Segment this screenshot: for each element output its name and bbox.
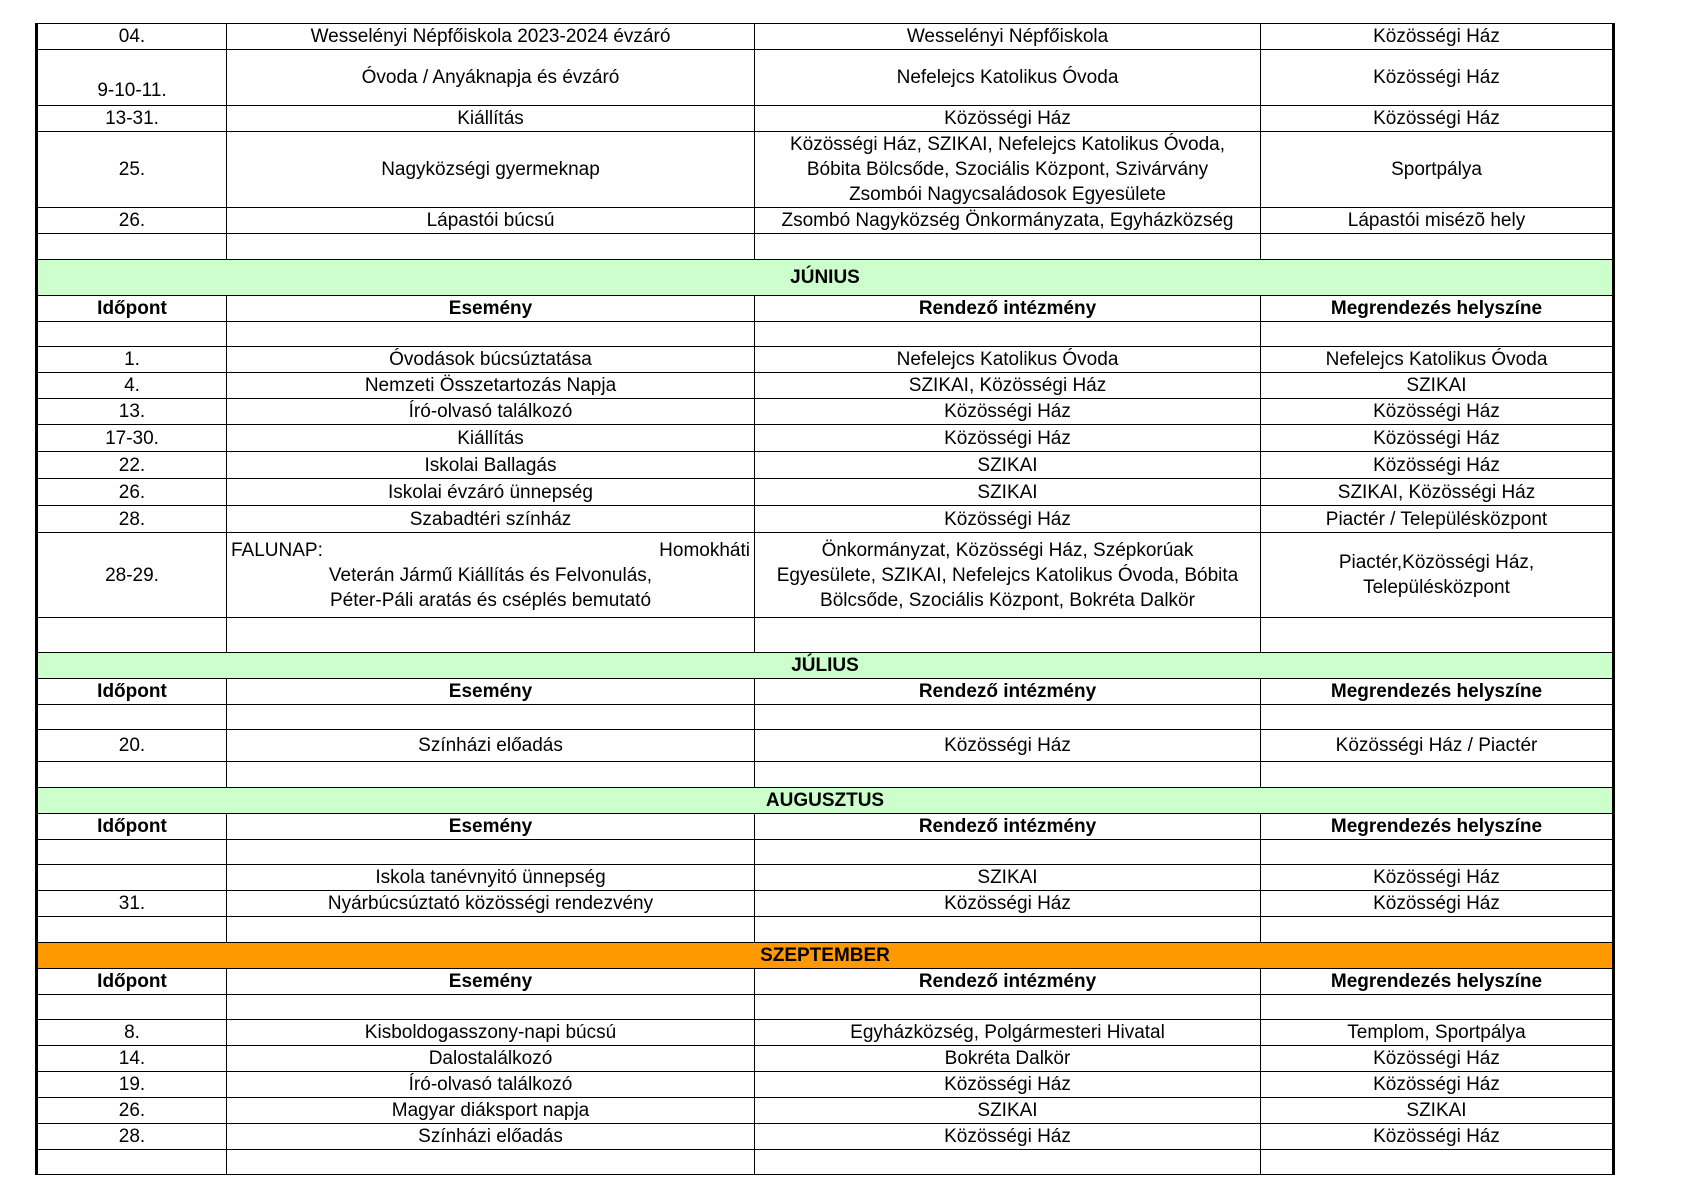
col-header-date: Időpont bbox=[37, 679, 227, 705]
table-row bbox=[37, 106, 1614, 132]
organizer-cell: Közösségi Ház bbox=[755, 730, 1261, 762]
event-cell: Dalostalálkozó bbox=[227, 1046, 755, 1072]
month-header-july bbox=[37, 653, 1614, 679]
column-header-row bbox=[37, 679, 1614, 705]
table-row bbox=[37, 1020, 1614, 1046]
event-cell: Wesselényi Népfőiskola 2023-2024 évzáró bbox=[227, 24, 755, 50]
organizer-cell: Közösségi Ház bbox=[755, 506, 1261, 533]
month-title: AUGUSZTUS bbox=[37, 788, 1614, 814]
event-cell: Szabadtéri színház bbox=[227, 506, 755, 533]
event-cell: Író-olvasó találkozó bbox=[227, 399, 755, 425]
event-cell: Magyar diáksport napja bbox=[227, 1098, 755, 1124]
organizer-cell: SZIKAI bbox=[755, 452, 1261, 479]
col-header-organizer: Rendező intézmény bbox=[755, 969, 1261, 995]
venue-cell: Közösségi Ház / Piactér bbox=[1261, 730, 1614, 762]
event-cell: Lápastói búcsú bbox=[227, 208, 755, 234]
organizer-cell: Közösségi Ház bbox=[755, 891, 1261, 917]
venue-cell: Sportpálya bbox=[1261, 132, 1614, 208]
table-row bbox=[37, 452, 1614, 479]
organizer-cell: Zsombó Nagyközség Önkormányzata, Egyházközség bbox=[755, 208, 1261, 234]
column-header-row bbox=[37, 814, 1614, 840]
month-title: JÚLIUS bbox=[37, 653, 1614, 679]
falunap-label: FALUNAP: bbox=[231, 539, 323, 561]
table-row bbox=[37, 1072, 1614, 1098]
date-cell: 26. bbox=[37, 208, 227, 234]
organizer-line: Egyesülete, SZIKAI, Nefelejcs Katolikus Óvoda, Bóbita bbox=[776, 564, 1239, 586]
table-row bbox=[37, 1124, 1614, 1150]
col-header-date: Időpont bbox=[37, 814, 227, 840]
organizer-line: Közösségi Ház, SZIKAI, Nefelejcs Katolikus Óvoda, bbox=[789, 134, 1226, 155]
empty-row bbox=[37, 322, 1614, 347]
date-cell: 31. bbox=[37, 891, 227, 917]
organizer-cell: Wesselényi Népfőiskola bbox=[755, 24, 1261, 50]
venue-cell: Közösségi Ház bbox=[1261, 1046, 1614, 1072]
table-row bbox=[37, 1046, 1614, 1072]
event-calendar-sheet bbox=[35, 23, 1612, 1175]
date-cell: 19. bbox=[37, 1072, 227, 1098]
venue-cell: Közösségi Ház bbox=[1261, 1124, 1614, 1150]
organizer-cell: Közösségi Ház bbox=[755, 1072, 1261, 1098]
venue-cell: Nefelejcs Katolikus Óvoda bbox=[1261, 347, 1614, 373]
organizer-cell: Közösségi Ház bbox=[755, 399, 1261, 425]
month-title: SZEPTEMBER bbox=[37, 943, 1614, 969]
falunap-label-right: Homokháti bbox=[659, 539, 750, 561]
table-row bbox=[37, 1098, 1614, 1124]
month-header-august bbox=[37, 788, 1614, 814]
date-cell bbox=[37, 865, 227, 891]
column-header-row bbox=[37, 969, 1614, 995]
month-header-september bbox=[37, 943, 1614, 969]
table-row bbox=[37, 730, 1614, 762]
table-row bbox=[37, 24, 1614, 50]
organizer-cell bbox=[755, 132, 1261, 208]
date-cell: 25. bbox=[37, 132, 227, 208]
col-header-organizer: Rendező intézmény bbox=[755, 296, 1261, 322]
table-row bbox=[37, 479, 1614, 506]
event-cell: Óvoda / Anyáknapja és évzáró bbox=[227, 50, 755, 106]
col-header-event: Esemény bbox=[227, 296, 755, 322]
col-header-organizer: Rendező intézmény bbox=[755, 679, 1261, 705]
empty-row bbox=[37, 840, 1614, 865]
venue-cell: Közösségi Ház bbox=[1261, 452, 1614, 479]
col-header-event: Esemény bbox=[227, 679, 755, 705]
col-header-venue: Megrendezés helyszíne bbox=[1261, 814, 1614, 840]
date-cell: 22. bbox=[37, 452, 227, 479]
organizer-cell: Bokréta Dalkör bbox=[755, 1046, 1261, 1072]
organizer-cell: Egyházközség, Polgármesteri Hivatal bbox=[755, 1020, 1261, 1046]
venue-cell: SZIKAI, Közösségi Ház bbox=[1261, 479, 1614, 506]
event-cell: Iskolai évzáró ünnepség bbox=[227, 479, 755, 506]
date-cell: 04. bbox=[37, 24, 227, 50]
table-row bbox=[37, 891, 1614, 917]
empty-row bbox=[37, 705, 1614, 730]
date-cell: 13. bbox=[37, 399, 227, 425]
col-header-date: Időpont bbox=[37, 296, 227, 322]
venue-cell: Közösségi Ház bbox=[1261, 1072, 1614, 1098]
organizer-line: Zsombói Nagycsaládosok Egyesülete bbox=[849, 184, 1166, 205]
month-header-june bbox=[37, 260, 1614, 296]
organizer-line: Önkormányzat, Közösségi Ház, Szépkorúak bbox=[821, 539, 1194, 561]
col-header-organizer: Rendező intézmény bbox=[755, 814, 1261, 840]
month-title: JÚNIUS bbox=[37, 260, 1614, 296]
event-cell: Író-olvasó találkozó bbox=[227, 1072, 755, 1098]
date-cell: 9-10-11. bbox=[37, 50, 227, 106]
organizer-cell: Nefelejcs Katolikus Óvoda bbox=[755, 347, 1261, 373]
table-row bbox=[37, 208, 1614, 234]
venue-cell: Közösségi Ház bbox=[1261, 865, 1614, 891]
organizer-line: Bölcsőde, Szociális Központ, Bokréta Dalkör bbox=[820, 589, 1195, 611]
venue-cell: Templom, Sportpálya bbox=[1261, 1020, 1614, 1046]
empty-row bbox=[37, 618, 1614, 653]
date-cell: 8. bbox=[37, 1020, 227, 1046]
event-cell: Kiállítás bbox=[227, 425, 755, 452]
date-cell: 26. bbox=[37, 1098, 227, 1124]
date-cell: 17-30. bbox=[37, 425, 227, 452]
date-cell: 13-31. bbox=[37, 106, 227, 132]
venue-cell: Közösségi Ház bbox=[1261, 50, 1614, 106]
date-cell: 1. bbox=[37, 347, 227, 373]
venue-cell: SZIKAI bbox=[1261, 373, 1614, 399]
event-cell bbox=[227, 533, 755, 618]
organizer-cell: Közösségi Ház bbox=[755, 1124, 1261, 1150]
venue-cell: SZIKAI bbox=[1261, 1098, 1614, 1124]
table-row bbox=[37, 373, 1614, 399]
event-cell: Színházi előadás bbox=[227, 1124, 755, 1150]
date-cell: 26. bbox=[37, 479, 227, 506]
empty-row bbox=[37, 234, 1614, 260]
event-line: Veterán Jármű Kiállítás és Felvonulás, bbox=[328, 564, 653, 586]
event-cell: Nagyközségi gyermeknap bbox=[227, 132, 755, 208]
organizer-cell: Közösségi Ház bbox=[755, 425, 1261, 452]
venue-line: Településközpont bbox=[1363, 577, 1510, 598]
col-header-venue: Megrendezés helyszíne bbox=[1261, 296, 1614, 322]
event-cell: Nemzeti Összetartozás Napja bbox=[227, 373, 755, 399]
venue-cell: Közösségi Ház bbox=[1261, 24, 1614, 50]
venue-cell: Közösségi Ház bbox=[1261, 399, 1614, 425]
organizer-cell: SZIKAI, Közösségi Ház bbox=[755, 373, 1261, 399]
table-row bbox=[37, 347, 1614, 373]
table-row bbox=[37, 865, 1614, 891]
venue-cell: Közösségi Ház bbox=[1261, 891, 1614, 917]
empty-row bbox=[37, 762, 1614, 788]
date-cell: 28. bbox=[37, 1124, 227, 1150]
date-cell: 14. bbox=[37, 1046, 227, 1072]
date-cell: 28. bbox=[37, 506, 227, 533]
organizer-cell: SZIKAI bbox=[755, 479, 1261, 506]
event-cell: Nyárbúcsúztató közösségi rendezvény bbox=[227, 891, 755, 917]
venue-cell: Közösségi Ház bbox=[1261, 106, 1614, 132]
empty-row bbox=[37, 917, 1614, 943]
organizer-cell: SZIKAI bbox=[755, 865, 1261, 891]
event-calendar-table bbox=[35, 23, 1615, 1175]
table-row bbox=[37, 399, 1614, 425]
event-cell: Óvodások búcsúztatása bbox=[227, 347, 755, 373]
organizer-cell: Nefelejcs Katolikus Óvoda bbox=[755, 50, 1261, 106]
organizer-cell: SZIKAI bbox=[755, 1098, 1261, 1124]
organizer-cell bbox=[755, 533, 1261, 618]
col-header-event: Esemény bbox=[227, 969, 755, 995]
column-header-row bbox=[37, 296, 1614, 322]
table-row bbox=[37, 506, 1614, 533]
col-header-venue: Megrendezés helyszíne bbox=[1261, 679, 1614, 705]
table-row bbox=[37, 425, 1614, 452]
col-header-date: Időpont bbox=[37, 969, 227, 995]
event-line: Péter-Páli aratás és cséplés bemutató bbox=[329, 589, 652, 611]
col-header-venue: Megrendezés helyszíne bbox=[1261, 969, 1614, 995]
event-cell: Iskola tanévnyitó ünnepség bbox=[227, 865, 755, 891]
table-row bbox=[37, 132, 1614, 208]
table-row bbox=[37, 50, 1614, 106]
event-cell: Iskolai Ballagás bbox=[227, 452, 755, 479]
venue-cell: Közösségi Ház bbox=[1261, 425, 1614, 452]
table-row bbox=[37, 533, 1614, 618]
venue-cell: Lápastói misézõ hely bbox=[1261, 208, 1614, 234]
date-cell: 28-29. bbox=[37, 533, 227, 618]
venue-line: Piactér,Közösségi Ház, bbox=[1338, 552, 1535, 573]
empty-row bbox=[37, 995, 1614, 1020]
empty-row bbox=[37, 1150, 1614, 1175]
organizer-line: Bóbita Bölcsőde, Szociális Központ, Szivárvány bbox=[806, 159, 1209, 180]
venue-cell bbox=[1261, 533, 1614, 618]
event-cell: Kiállítás bbox=[227, 106, 755, 132]
col-header-event: Esemény bbox=[227, 814, 755, 840]
organizer-cell: Közösségi Ház bbox=[755, 106, 1261, 132]
date-cell: 20. bbox=[37, 730, 227, 762]
event-cell: Színházi előadás bbox=[227, 730, 755, 762]
venue-cell: Piactér / Településközpont bbox=[1261, 506, 1614, 533]
falunap-line bbox=[231, 538, 750, 563]
event-cell: Kisboldogasszony-napi búcsú bbox=[227, 1020, 755, 1046]
date-cell: 4. bbox=[37, 373, 227, 399]
